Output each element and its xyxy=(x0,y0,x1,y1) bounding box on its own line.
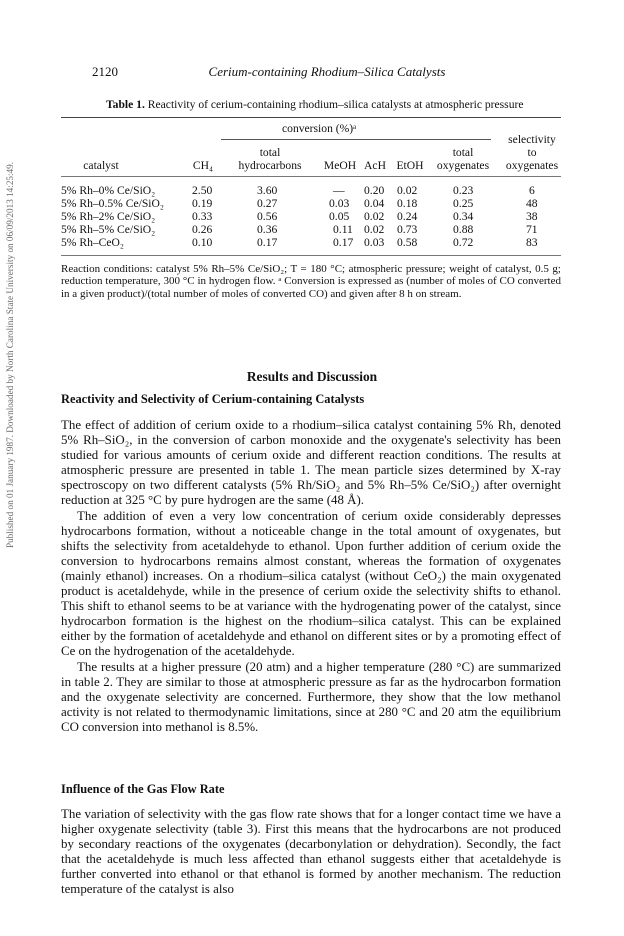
page-number: 2120 xyxy=(92,64,118,79)
col-catalyst: catalyst xyxy=(83,159,119,172)
cell-ach: 0.02 xyxy=(364,210,385,223)
table-caption xyxy=(106,98,524,111)
table-row xyxy=(0,210,624,223)
col-selectivity-1: selectivity xyxy=(508,133,556,146)
cell-ch4: 0.10 xyxy=(192,236,213,249)
col-ch4: CH₄ xyxy=(192,159,214,172)
cell-meoh: — xyxy=(333,184,345,197)
cell-etoh: 0.24 xyxy=(397,210,418,223)
col-etoh: EtOH xyxy=(396,159,424,172)
col-selectivity-2: to xyxy=(527,146,537,159)
cell-etoh: 0.18 xyxy=(397,197,418,210)
cell-ach: 0.20 xyxy=(364,184,385,197)
cell-catalyst: 5% Rh–0.5% Ce/SiO₂ xyxy=(61,197,164,210)
cell-etoh: 0.73 xyxy=(397,223,418,236)
conversion-heading: conversion (%)ᵃ xyxy=(282,122,357,135)
cell-selectivity: 71 xyxy=(526,223,538,236)
body-text-section-2 xyxy=(61,807,561,898)
cell-meoh: 0.17 xyxy=(333,236,354,249)
subsection-heading: Reactivity and Selectivity of Cerium-containing Catalysts xyxy=(61,392,365,406)
cell-total-hc: 0.36 xyxy=(257,223,278,236)
cell-total-hc: 0.56 xyxy=(257,210,278,223)
cell-meoh: 0.03 xyxy=(329,197,350,210)
col-total-hc-2: hydrocarbons xyxy=(238,159,302,172)
cell-total-ox: 0.34 xyxy=(453,210,474,223)
download-watermark-text: Published on 01 January 1987. Downloaded by North Carolina State University on 06/09/2013 14:25:49. xyxy=(5,161,15,549)
cell-etoh: 0.58 xyxy=(397,236,418,249)
table-row xyxy=(0,184,624,197)
table-row xyxy=(0,197,624,210)
col-total-ox-2: oxygenates xyxy=(436,159,490,172)
cell-catalyst: 5% Rh–CeO₂ xyxy=(61,236,124,249)
cell-selectivity: 6 xyxy=(529,184,535,197)
cell-ch4: 0.33 xyxy=(192,210,213,223)
paragraph: The results at a higher pressure (20 atm) and a higher temperature (280 °C) are summarized in table 2. They are similar to those at atmospheric pressure as far as the hydrocarbon formation and the oxygenate selectivity are concerned. Furthermore, they show that the low methanol activity is not related to thermodynamic limitations, since at 280 °C and 20 atm the equilibrium CO conversion into methanol is 8.5%. xyxy=(61,659,561,734)
subsection-heading: Influence of the Gas Flow Rate xyxy=(61,782,225,796)
running-head xyxy=(92,64,562,80)
table-header-rule xyxy=(61,176,561,177)
cell-ach: 0.03 xyxy=(364,236,385,249)
cell-total-hc: 0.27 xyxy=(257,197,278,210)
cell-ch4: 0.26 xyxy=(192,223,213,236)
cell-total-ox: 0.25 xyxy=(453,197,474,210)
cell-total-ox: 0.23 xyxy=(453,184,474,197)
cell-meoh: 0.05 xyxy=(329,210,350,223)
col-selectivity-3: oxygenates xyxy=(505,159,559,172)
table-row xyxy=(0,223,624,236)
conversion-rule xyxy=(221,139,491,140)
cell-catalyst: 5% Rh–2% Ce/SiO₂ xyxy=(61,210,156,223)
cell-ch4: 0.19 xyxy=(192,197,213,210)
cell-selectivity: 38 xyxy=(526,210,538,223)
col-meoh: MeOH xyxy=(323,159,357,172)
col-total-ox-1: total xyxy=(452,146,474,159)
cell-meoh: 0.11 xyxy=(333,223,353,236)
paragraph: The effect of addition of cerium oxide to a rhodium–silica catalyst containing 5% Rh, denoted 5% Rh–SiO₂, in the conversion of carbon monoxide and the oxygenate's selectivity has been studied for various amounts of cerium oxide and different reaction conditions. The results at atmospheric pressure are presented in table 1. The mean particle sizes determined by X-ray spectroscopy on two different catalysts (5% Rh/SiO₂ and 5% Rh–5% Ce/SiO₂) after overnight reduction at 325 °C by pure hydrogen are the same (48 Å). xyxy=(61,418,561,508)
cell-total-ox: 0.72 xyxy=(453,236,474,249)
cell-total-ox: 0.88 xyxy=(453,223,474,236)
cell-etoh: 0.02 xyxy=(397,184,418,197)
table-caption-text: Reactivity of cerium-containing rhodium–silica catalysts at atmospheric pressure xyxy=(147,98,524,111)
body-text-section-1 xyxy=(61,418,561,735)
running-title: Cerium-containing Rhodium–Silica Catalysts xyxy=(208,64,446,79)
cell-total-hc: 3.60 xyxy=(257,184,278,197)
cell-ach: 0.04 xyxy=(364,197,385,210)
cell-catalyst: 5% Rh–0% Ce/SiO₂ xyxy=(61,184,156,197)
col-total-hc-1: total xyxy=(259,146,281,159)
table-top-rule xyxy=(61,117,561,118)
cell-total-hc: 0.17 xyxy=(257,236,278,249)
cell-catalyst: 5% Rh–5% Ce/SiO₂ xyxy=(61,223,156,236)
paragraph: The variation of selectivity with the gas flow rate shows that for a longer contact time we have a higher oxygenate selectivity (table 3). First this means that the hydrocarbons are not produced by secondary reactions of the oxygenates (decarbonylation or dehydration). Secondly, the fact that the acetaldehyde is much less affected than ethanol suggests either that acetaldehyde is further converted into ethanol or that ethanol is formed by another mechanism. The reduction temperature of the catalyst is also xyxy=(61,807,561,897)
table-bottom-rule xyxy=(61,255,561,256)
col-ach: AcH xyxy=(364,159,386,172)
cell-ach: 0.02 xyxy=(364,223,385,236)
section-title: Results and Discussion xyxy=(246,369,378,384)
cell-selectivity: 48 xyxy=(526,197,538,210)
table-footnote: Reaction conditions: catalyst 5% Rh–5% Ce/SiO₂; T = 180 °C; atmospheric pressure; weight of catalyst, 0.5 g; reduction temperature, 300 °C in hydrogen flow. ᵃ Conversion is expressed as (number of moles of CO converted in a given product)/(total number of moles of converted CO) and given after 8 h on stream. xyxy=(61,263,561,300)
cell-selectivity: 83 xyxy=(526,236,538,249)
cell-ch4: 2.50 xyxy=(192,184,213,197)
table-row xyxy=(0,236,624,249)
paragraph: The addition of even a very low concentration of cerium oxide considerably depresses hydrocarbons formation, without a noticeable change in the total amount of oxygenates, but shifts the selectivity from acetaldehyde to ethanol. Upon further addition of cerium oxide the conversion to hydrocarbons remains almost constant, whereas the formation of oxygenates (mainly ethanol) increases. On a rhodium–silica catalyst (without CeO₂) the main oxygenated product is acetaldehyde, while in the presence of cerium oxide the selectivity shifts to ethanol. This shift to ethanol seems to be at variance with the hydrogenating power of the catalyst, since hydrocarbon formation is the highest on the rhodium–silica catalyst. This can be explained either by the formation of acetaldehyde and ethanol on different sites or by a promoting effect of Ce on the hydrogenation of the acetaldehyde. xyxy=(61,508,561,659)
table-label: Table 1. xyxy=(106,98,145,111)
